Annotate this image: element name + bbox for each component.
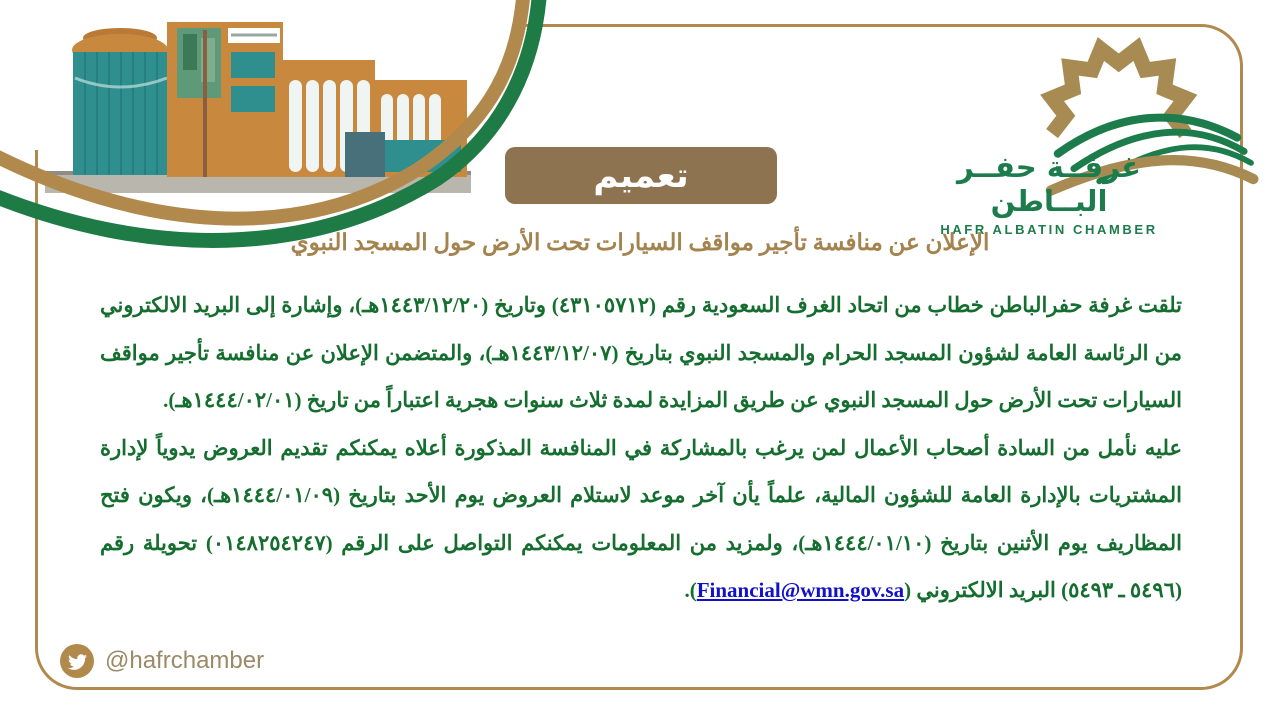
twitter-handle-row[interactable] bbox=[60, 644, 264, 678]
chamber-name-english: HAFR ALBATIN CHAMBER bbox=[940, 222, 1158, 237]
photo-background bbox=[0, 0, 518, 150]
announcement-paragraph-2 bbox=[100, 425, 1182, 615]
announcement-title: الإعلان عن منافسة تأجير مواقف السيارات تحت الأرض حول المسجد النبوي bbox=[290, 230, 990, 255]
circular-banner bbox=[505, 147, 777, 204]
chamber-name-arabic: غرفــة حفــر البــاطن bbox=[957, 150, 1141, 218]
announcement-paragraph-1 bbox=[100, 282, 1182, 425]
announcement-body bbox=[100, 282, 1182, 615]
paragraph-1-text: تلقت غرفة حفرالباطن خطاب من اتحاد الغرف السعودية رقم (٤٣١٠٥٧١٢) وتاريخ (١٤٤٣/١٢/٢٠هـ)، وإشارة إلى البريد الالكتروني من الرئاسة العامة لشؤون المسجد الحرام والمسجد النبوي بتاريخ (١٤٤٣/١٢/٠٧هـ)، والمتضمن الإعلان عن منافسة تأجير مواقف السيارات تحت الأرض حول المسجد النبوي عن طريق المزايدة لمدة ثلاث سنوات هجرية اعتباراً من تاريخ (١٤٤٤/٠٢/٠١هـ). bbox=[100, 293, 1183, 412]
financial-email-link[interactable]: Financial@wmn.gov.sa bbox=[696, 578, 905, 602]
twitter-handle-text[interactable]: @hafrchamber bbox=[105, 647, 265, 674]
circular-banner-label: تعميم bbox=[593, 155, 689, 196]
chamber-logo-text bbox=[904, 150, 1194, 237]
paragraph-2-text-after-email: ). bbox=[684, 578, 697, 602]
paragraph-2-text-before-email: عليه نأمل من السادة أصحاب الأعمال لمن يرغب بالمشاركة في المنافسة المذكورة أعلاه يمكنكم تقديم العروض يدوياً لإدارة المشتريات بالإدارة العامة للشؤون المالية، علماً يأن آخر موعد لاستلام العروض يوم الأحد بتاريخ (١٤٤٤/٠١/٠٩هـ)، ويكون فتح المظاريف يوم الأثنين بتاريخ (١٤٤٤/٠١/١٠هـ)، ولمزيد من المعلومات يمكنكم التواصل على الرقم (٠١٤٨٢٥٤٢٤٧) تحويلة رقم (٥٤٩٦ ـ ٥٤٩٣) البريد الالكتروني ( bbox=[100, 435, 1182, 602]
twitter-bird-icon bbox=[60, 644, 94, 678]
